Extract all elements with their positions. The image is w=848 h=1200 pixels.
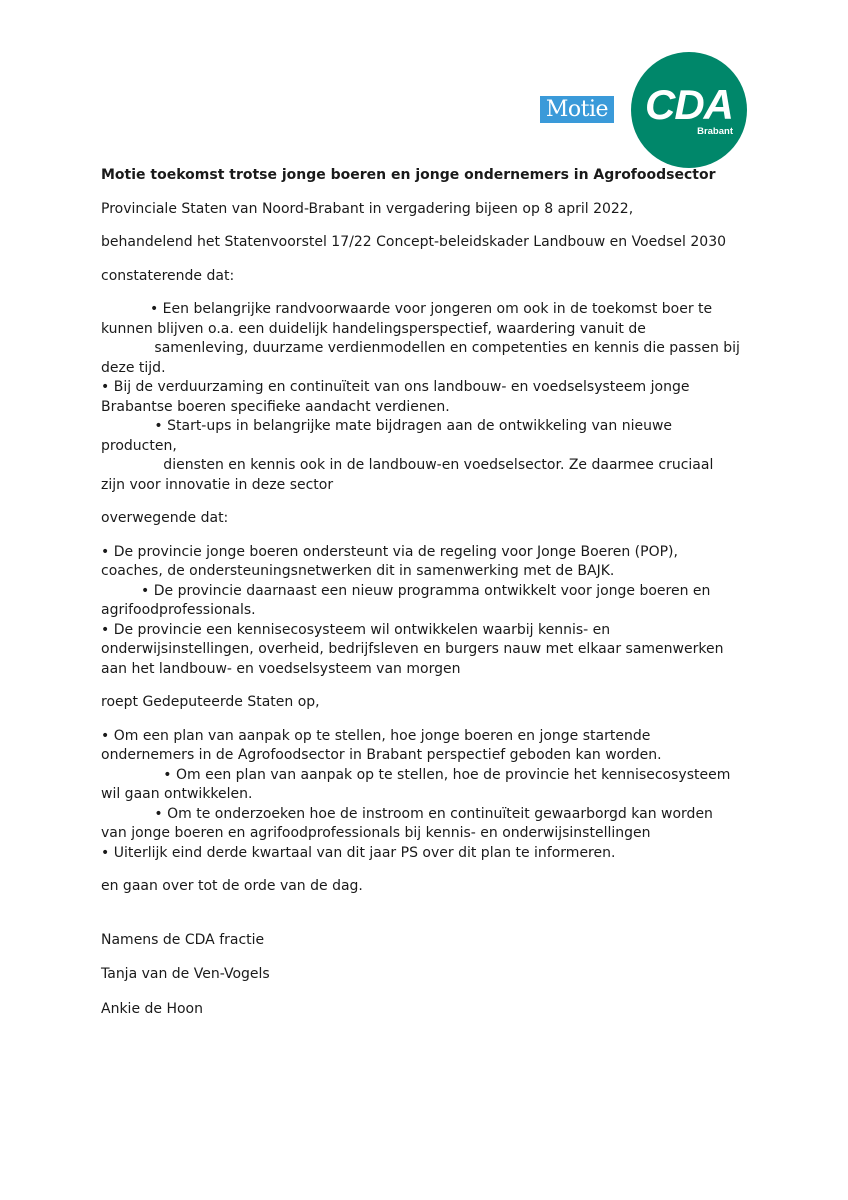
list-item: • Om te onderzoeken hoe de instroom en continuïteit gewaarborgd kan worden van jonge boeren en agrifoodprofessionals bij kennis- en onderwijsinstellingen xyxy=(101,805,713,841)
list-item: diensten en kennis ook in de landbouw-en voedselsector. Ze daarmee cruciaal zijn voor innovatie in deze sector xyxy=(101,457,714,493)
handling-line: behandelend het Statenvoorstel 17/22 Concept-beleidskader Landbouw en Voedsel 2030 xyxy=(101,234,727,250)
document-title: Motie toekomst trotse jonge boeren en jonge ondernemers in Agrofoodsector xyxy=(101,167,716,183)
motion-document xyxy=(101,166,741,1034)
list-item: • Een belangrijke randvoorwaarde voor jongeren om ook in de toekomst boer te kunnen blijven o.a. een duidelijk handelingsperspectief, waardering vanuit de xyxy=(101,301,713,337)
cda-logo xyxy=(631,52,747,168)
closing-line: en gaan over tot de orde van de dag. xyxy=(101,878,363,894)
list-item: • Uiterlijk eind derde kwartaal van dit jaar PS over dit plan te informeren. xyxy=(101,844,616,861)
calls-list xyxy=(101,727,741,864)
list-item: • De provincie jonge boeren ondersteunt via de regeling voor Jonge Boeren (POP), coaches, de ondersteuningsnetwerken dit in samenwerking met de BAJK. xyxy=(101,543,678,579)
signed-by: Namens de CDA fractie xyxy=(101,931,265,948)
weighing-list xyxy=(101,543,741,680)
list-item: samenleving, duurzame verdienmodellen en competenties en kennis die passen bij deze tijd. xyxy=(101,340,740,376)
logo-text: CDA xyxy=(645,81,733,128)
list-item: • Om een plan van aanpak op te stellen, hoe de provincie het kennisecosysteem wil gaan ontwikkelen. xyxy=(101,766,731,802)
considering-list xyxy=(101,300,741,495)
list-item: • Bij de verduurzaming en continuïteit van ons landbouw- en voedselsysteem jonge Brabantse boeren specifieke aandacht verdienen. xyxy=(101,379,690,415)
logo-region: Brabant xyxy=(697,126,733,137)
list-item: • De provincie een kennisecosysteem wil ontwikkelen waarbij kennis- en onderwijsinstellingen, overheid, bedrijfsleven en burgers nauw met elkaar samenwerken aan het landbouw- en voedselsysteem van morgen xyxy=(101,621,724,677)
weighing-heading: overwegende dat: xyxy=(101,510,229,526)
signatory: Tanja van de Ven-Vogels xyxy=(101,966,270,982)
list-item: • De provincie daarnaast een nieuw programma ontwikkelt voor jonge boeren en agrifoodprofessionals. xyxy=(101,582,711,618)
intro-line: Provinciale Staten van Noord-Brabant in vergadering bijeen op 8 april 2022, xyxy=(101,200,634,217)
calls-heading: roept Gedeputeerde Staten op, xyxy=(101,694,320,710)
considering-heading: constaterende dat: xyxy=(101,267,235,284)
list-item: • Start-ups in belangrijke mate bijdragen aan de ontwikkeling van nieuwe producten, xyxy=(101,418,673,454)
list-item: • Om een plan van aanpak op te stellen, hoe jonge boeren en jonge startende ondernemers in de Agrofoodsector in Brabant perspectief geboden kan worden. xyxy=(101,727,662,763)
motie-label: Motie xyxy=(540,96,614,123)
signatory: Ankie de Hoon xyxy=(101,1000,203,1017)
